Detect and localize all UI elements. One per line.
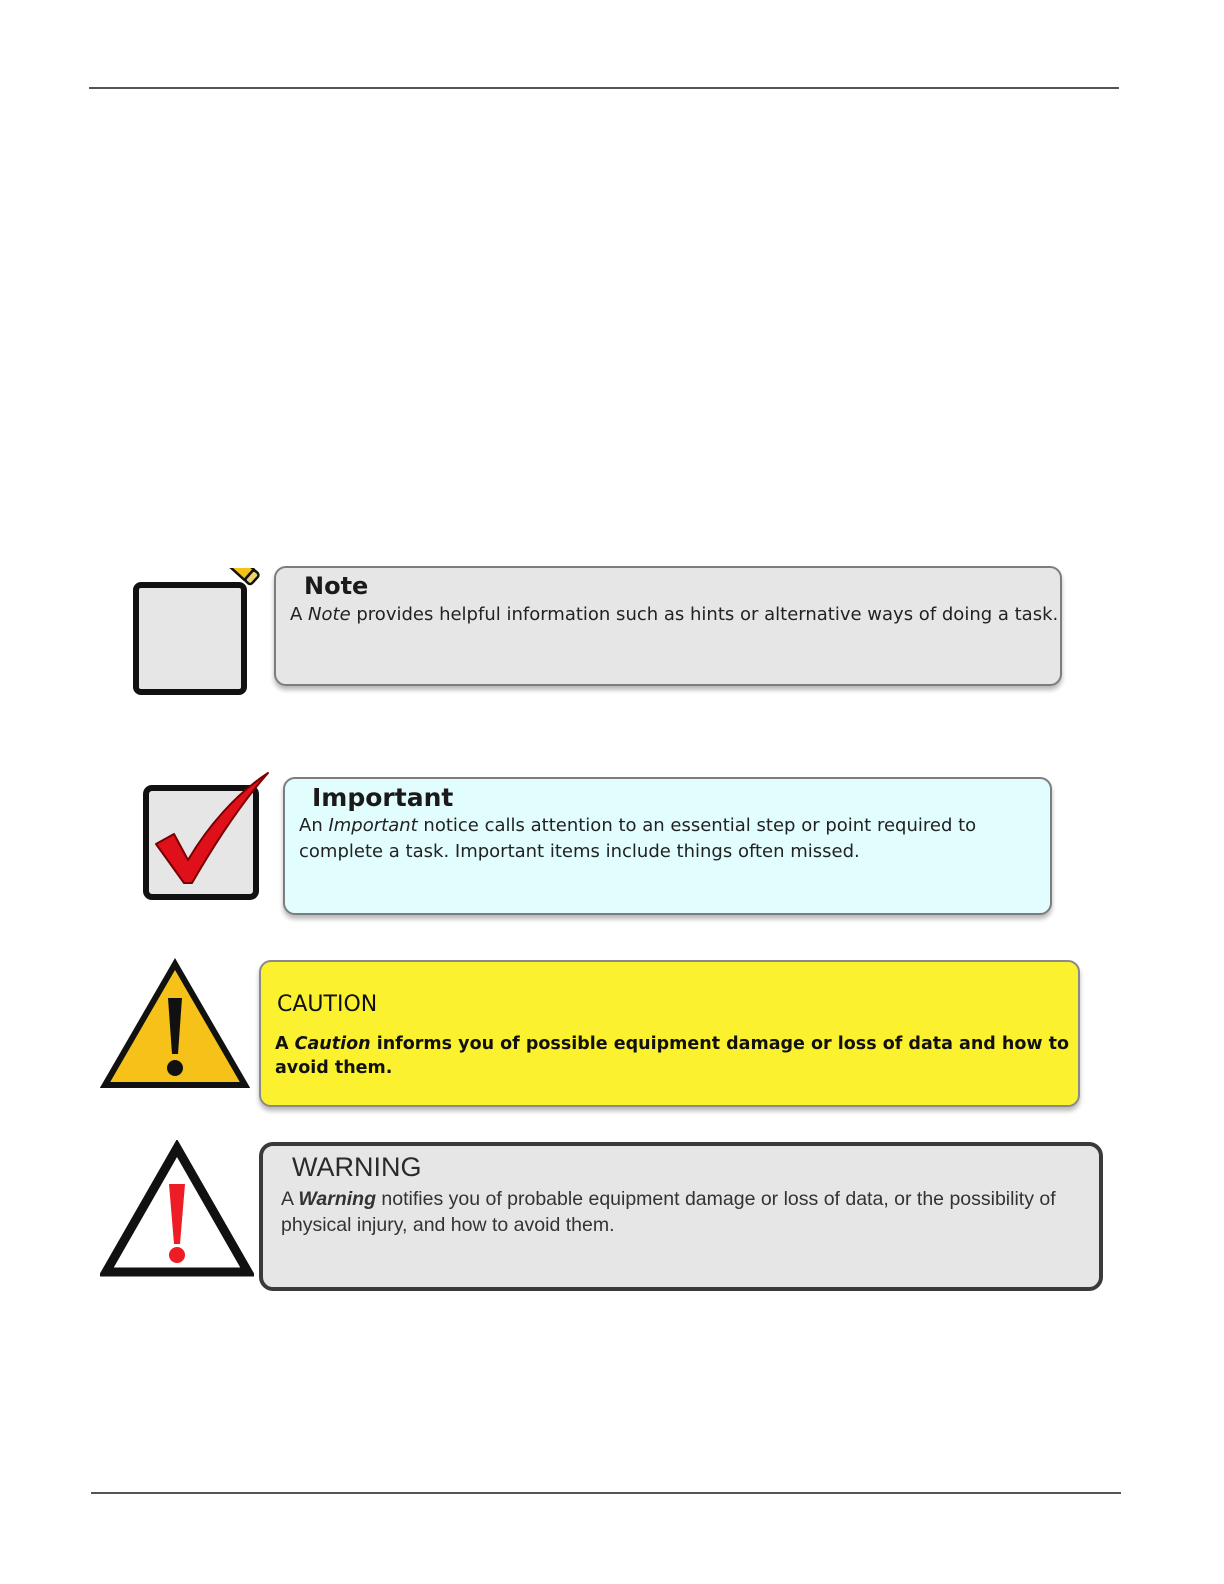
caution-title: CAUTION	[277, 992, 378, 1017]
warning-title: WARNING	[292, 1152, 422, 1182]
important-box	[283, 777, 1052, 915]
note-body: A Note provides helpful information such as hints or alternative ways of doing a task.	[290, 604, 1059, 625]
caution-triangle-icon	[100, 958, 250, 1090]
header-rule	[89, 87, 1119, 89]
caution-body: A Caution informs you of possible equipment damage or loss of data and how to avoid them.	[275, 1034, 1070, 1078]
footer-rule	[91, 1492, 1121, 1494]
note-title: Note	[304, 572, 369, 600]
caution-box	[259, 960, 1080, 1107]
warning-body: A Warning notifies you of probable equipment damage or loss of data, or the possibility of physical injury, and how to avoid them.	[281, 1188, 1056, 1236]
pencil-icon	[130, 568, 266, 700]
important-body: An Important notice calls attention to an essential step or point required to complete a task. Important items include things often missed.	[299, 815, 977, 862]
note-box	[274, 566, 1062, 686]
warning-box	[259, 1142, 1103, 1291]
warning-triangle-icon	[100, 1140, 254, 1278]
checkmark-icon	[140, 770, 272, 902]
important-title: Important	[312, 783, 454, 812]
